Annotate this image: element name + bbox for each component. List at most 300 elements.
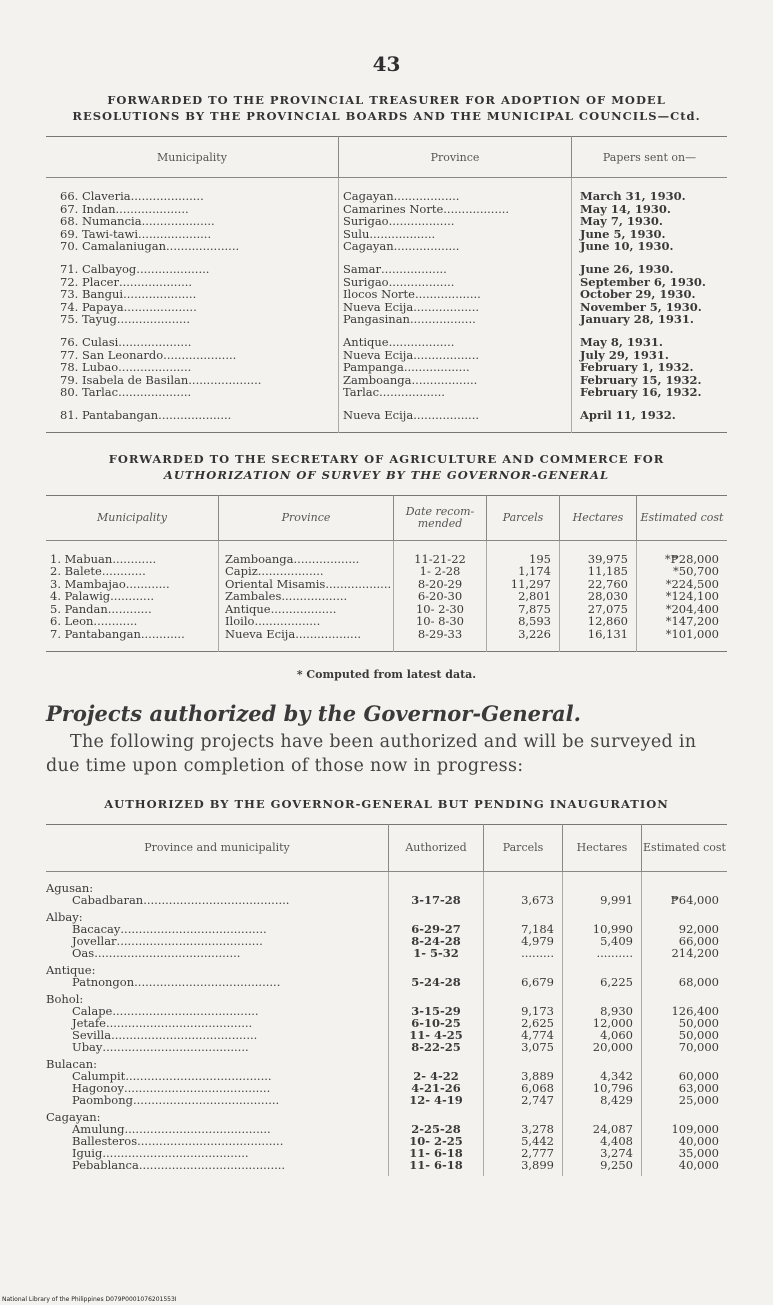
date-cell: 10- 2-30: [394, 603, 487, 616]
empty-cell: [642, 993, 728, 1005]
table-row: [46, 1123, 727, 1135]
dot-leader: ....................: [158, 407, 232, 422]
empty-cell: [563, 1058, 642, 1070]
authorized-cell: 3-15-29: [389, 1005, 484, 1017]
empty-cell: [389, 882, 484, 894]
province-name: Sulu: [343, 226, 370, 241]
municipality-cell: [46, 1159, 389, 1171]
dot-leader: ..................: [413, 299, 480, 314]
table-row: [46, 565, 727, 578]
table-row: [46, 215, 727, 228]
spacer-row: [46, 540, 727, 553]
dot-leader: ..................: [393, 189, 460, 203]
row-number: 6.: [50, 614, 61, 629]
dot-leader: ........................................: [116, 933, 263, 948]
municipality-name: Camalaniugan: [81, 239, 167, 254]
cost-cell: *124,100: [665, 589, 719, 604]
province-cell: [339, 313, 572, 326]
table-row: [46, 240, 727, 253]
cost-cell: *204,400: [665, 601, 719, 616]
parcels-cell: 7,184: [484, 923, 563, 935]
province-name: Antique: [343, 334, 389, 349]
cost-cell: *224,500: [665, 576, 719, 591]
row-number: 74.: [60, 299, 79, 314]
province-row: [46, 1111, 727, 1123]
municipality-name: Iguig: [72, 1145, 103, 1160]
hectares-cell: ..........: [563, 947, 642, 959]
table-row: [46, 935, 727, 947]
date-cell: July 29, 1931.: [580, 347, 669, 362]
parcels-cell: 3,889: [484, 1070, 563, 1082]
province-name: Antique:: [46, 964, 389, 976]
table-row: [46, 1017, 727, 1029]
dot-leader: ............: [101, 564, 146, 579]
cost-cell: *147,200: [665, 614, 719, 629]
dot-leader: ........................................: [102, 1039, 249, 1054]
cost-cell: 40,000: [678, 1157, 719, 1172]
dot-leader: ..................: [325, 576, 392, 591]
date-cell: February 15, 1932.: [580, 372, 702, 387]
row-number: 4.: [50, 589, 61, 604]
hectares-cell: 8,429: [563, 1094, 642, 1106]
municipality-name: Bacacay: [72, 921, 121, 936]
province-name: Nueva Ecija: [343, 299, 414, 314]
row-number: 78.: [60, 360, 79, 375]
province-name: Surigao: [343, 274, 389, 289]
table1: [46, 136, 727, 433]
province-row: [46, 882, 727, 894]
col-municipality: Municipality: [46, 495, 219, 540]
dot-leader: ........................................: [105, 1015, 253, 1030]
dot-leader: ....................: [118, 274, 193, 289]
dot-leader: ........................................: [138, 1157, 286, 1172]
province-name: Antique: [225, 601, 271, 616]
parcels-cell: 6,068: [484, 1082, 563, 1094]
municipality-name: Mambajao: [64, 576, 126, 591]
province-name: Nueva Ecija: [343, 347, 414, 362]
empty-cell: [563, 911, 642, 923]
authorized-cell: 5-24-28: [389, 976, 484, 988]
hectares-cell: 20,000: [563, 1041, 642, 1053]
dot-leader: ..................: [388, 274, 455, 289]
municipality-cell: [46, 313, 339, 326]
table-row: [46, 894, 727, 906]
cost-cell: 63,000: [678, 1080, 719, 1095]
parcels-cell: 2,625: [484, 1017, 563, 1029]
municipality-name: Isabela de Basilan: [81, 372, 189, 387]
municipality-name: Patnongon: [72, 974, 135, 989]
date-cell: May 14, 1930.: [580, 201, 671, 216]
parcels-cell: 1,174: [487, 565, 560, 578]
municipality-name: Palawig: [64, 589, 111, 604]
date-cell: February 16, 1932.: [580, 385, 702, 400]
municipality-name: Lubao: [81, 360, 119, 375]
parcels-cell: 7,875: [487, 603, 560, 616]
dot-leader: ........................................: [134, 974, 281, 989]
hectares-cell: 10,990: [563, 923, 642, 935]
municipality-cell: [46, 240, 339, 253]
cost-cell: 25,000: [678, 1092, 719, 1107]
municipality-name: Ubay: [72, 1039, 103, 1054]
date-cell: May 7, 1930.: [580, 214, 663, 229]
empty-cell: [389, 911, 484, 923]
hectares-cell: 9,250: [563, 1159, 642, 1171]
dot-leader: ..................: [411, 372, 478, 387]
authorized-cell: 3-17-28: [389, 894, 484, 906]
hectares-cell: 4,342: [563, 1070, 642, 1082]
municipality-name: Calbayog: [81, 261, 137, 276]
dot-leader: ........................................: [102, 1145, 249, 1160]
table3-body: [46, 871, 727, 1176]
row-number: 67.: [60, 201, 79, 216]
row-number: 77.: [60, 347, 79, 362]
dot-leader: ..................: [270, 601, 337, 616]
hectares-cell: 8,930: [563, 1005, 642, 1017]
province-name: Nueva Ecija: [343, 407, 414, 422]
col-estimated-cost: Estimated cost: [642, 824, 728, 871]
table-row: [46, 1094, 727, 1106]
empty-cell: [642, 1111, 728, 1123]
empty-cell: [484, 1111, 563, 1123]
province-name: Capiz: [225, 564, 258, 579]
municipality-name: Bangui: [81, 287, 124, 302]
hectares-cell: 22,760: [560, 578, 637, 591]
table1-body: [46, 178, 727, 433]
municipality-name: Cabadbaran: [72, 892, 144, 907]
date-cell: 8-29-33: [394, 628, 487, 641]
municipality-name: Balete: [64, 564, 102, 579]
date-cell: June 5, 1930.: [580, 226, 666, 241]
municipality-cell: [46, 894, 389, 906]
table1-heading: [46, 92, 727, 124]
cost-cell: ₱64,000: [670, 892, 719, 907]
municipality-name: Pandan: [64, 601, 108, 616]
province-name: Bohol:: [46, 993, 389, 1005]
municipality-cell: [46, 386, 339, 399]
municipality-name: Placer: [81, 274, 119, 289]
province-cell: [219, 628, 394, 641]
hectares-cell: 5,409: [563, 935, 642, 947]
municipality-name: Leon: [64, 614, 94, 629]
municipality-name: Sevilla: [72, 1027, 112, 1042]
cost-cell: 126,400: [671, 1003, 719, 1018]
dot-leader: ..................: [393, 239, 460, 254]
table3: [46, 824, 727, 1176]
municipality-name: San Leonardo: [81, 347, 164, 362]
table1-heading-line1: FORWARDED TO THE PROVINCIAL TREASURER FOR ADOPTION OF MODEL: [107, 93, 666, 107]
spacer-row: [46, 641, 727, 652]
cost-cell: 66,000: [678, 933, 719, 948]
cost-cell: 68,000: [678, 974, 719, 989]
date-cell: September 6, 1930.: [580, 274, 706, 289]
empty-cell: [484, 964, 563, 976]
dot-leader: ........................................: [112, 1003, 259, 1018]
municipality-name: Hagonoy: [72, 1080, 124, 1095]
authorized-cell: 8-24-28: [389, 935, 484, 947]
parcels-cell: 2,777: [484, 1147, 563, 1159]
table2-heading-line2: AUTHORIZATION OF SURVEY BY THE GOVERNOR-GENERAL: [163, 467, 610, 482]
province-name: Nueva Ecija: [225, 627, 296, 642]
col-papers-sent: Papers sent on—: [572, 137, 728, 178]
table-row: [46, 1147, 727, 1159]
row-number: 3.: [50, 576, 61, 591]
authorized-cell: 2- 4-22: [389, 1070, 484, 1082]
cost-cell: 50,000: [678, 1027, 719, 1042]
table-row: [46, 947, 727, 959]
dot-leader: ........................................: [125, 1068, 272, 1083]
dot-leader: ..................: [409, 312, 476, 327]
empty-cell: [484, 1058, 563, 1070]
col-province: Province: [339, 137, 572, 178]
row-number: 81.: [60, 407, 79, 422]
dot-leader: ....................: [136, 261, 210, 276]
municipality-cell: [46, 628, 219, 641]
table3-heading: AUTHORIZED BY THE GOVERNOR-GENERAL BUT PENDING INAUGURATION: [104, 796, 669, 811]
empty-cell: [642, 1058, 728, 1070]
hectares-cell: 9,991: [563, 894, 642, 906]
parcels-cell: 11,297: [487, 578, 560, 591]
province-name: Pampanga: [343, 360, 404, 375]
province-name: Iloilo: [225, 614, 255, 629]
province-name: Oriental Misamis: [225, 576, 326, 591]
parcels-cell: 3,899: [484, 1159, 563, 1171]
dot-leader: ............: [125, 576, 170, 591]
dot-leader: ..................: [369, 226, 436, 241]
col-province-municipality: Province and municipality: [46, 824, 389, 871]
col-estimated-cost: Estimated cost: [637, 495, 728, 540]
authorized-cell: 8-22-25: [389, 1041, 484, 1053]
municipality-name: Ballesteros: [72, 1133, 138, 1148]
row-number: 80.: [60, 385, 79, 400]
hectares-cell: 16,131: [560, 628, 637, 641]
cost-cell: 92,000: [678, 921, 719, 936]
empty-cell: [642, 882, 728, 894]
province-cell: [339, 215, 572, 228]
row-number: 66.: [60, 189, 79, 203]
row-number: 70.: [60, 239, 79, 254]
date-cell: November 5, 1930.: [580, 299, 702, 314]
table-row: [46, 1135, 727, 1147]
municipality-name: Pebablanca: [72, 1157, 139, 1172]
col-authorized: Authorized: [389, 824, 484, 871]
date-cell: 1- 2-28: [394, 565, 487, 578]
dot-leader: ..................: [254, 614, 321, 629]
parcels-cell: 4,774: [484, 1029, 563, 1041]
row-number: 73.: [60, 287, 79, 302]
hectares-cell: 11,185: [560, 565, 637, 578]
municipality-name: Jovellar: [72, 933, 117, 948]
dot-leader: ....................: [118, 385, 192, 400]
row-number: 7.: [50, 627, 61, 642]
cost-cell: *50,700: [673, 564, 719, 579]
authorized-cell: 11- 6-18: [389, 1159, 484, 1171]
cost-cell: 50,000: [678, 1015, 719, 1030]
hectares-cell: 27,075: [560, 603, 637, 616]
authorized-cell: 11- 6-18: [389, 1147, 484, 1159]
col-hectares: Hectares: [563, 824, 642, 871]
cost-cell: 109,000: [671, 1121, 719, 1136]
empty-cell: [389, 964, 484, 976]
table-row: [46, 1082, 727, 1094]
dot-leader: ..................: [381, 261, 447, 276]
municipality-cell: [46, 1094, 389, 1106]
empty-cell: [642, 964, 728, 976]
row-number: 68.: [60, 214, 79, 229]
empty-cell: [389, 993, 484, 1005]
table-row: [46, 1041, 727, 1053]
dot-leader: ............: [112, 551, 157, 566]
dot-leader: ........................................: [94, 945, 241, 960]
section-title: Projects authorized by the Governor-General.: [46, 700, 581, 726]
dot-leader: ..................: [295, 627, 362, 642]
hectares-cell: 12,000: [563, 1017, 642, 1029]
table-row: [46, 976, 727, 988]
library-stamp: National Library of the Philippines D079P0001076201553I: [2, 1296, 177, 1303]
table2-heading: [46, 451, 727, 483]
province-name: Agusan:: [46, 882, 389, 894]
row-number: 79.: [60, 372, 79, 387]
province-name: Zamboanga: [225, 551, 294, 566]
row-number: 5.: [50, 601, 61, 616]
municipality-name: Tarlac: [81, 385, 119, 400]
date-cell: February 1, 1932.: [580, 360, 694, 375]
footnote: * Computed from latest data.: [296, 667, 477, 681]
dot-leader: ....................: [123, 287, 197, 302]
hectares-cell: 12,860: [560, 615, 637, 628]
province-name: Cagayan: [343, 239, 394, 254]
authorized-cell: 11- 4-25: [389, 1029, 484, 1041]
row-number: 72.: [60, 274, 79, 289]
dot-leader: ..................: [293, 551, 360, 566]
authorized-cell: 12- 4-19: [389, 1094, 484, 1106]
province-name: Tarlac: [343, 385, 380, 400]
date-cell: 10- 8-30: [394, 615, 487, 628]
table-row: [46, 590, 727, 603]
municipality-name: Pantabangan: [81, 407, 159, 422]
province-cell: [339, 409, 572, 422]
dot-leader: ....................: [118, 334, 192, 349]
municipality-name: Numancia: [81, 214, 142, 229]
empty-cell: [563, 1111, 642, 1123]
col-parcels: Parcels: [484, 824, 563, 871]
table2-heading-line1: FORWARDED TO THE SECRETARY OF AGRICULTURE AND COMMERCE FOR: [108, 451, 665, 466]
table-row: [46, 1070, 727, 1082]
hectares-cell: 4,060: [563, 1029, 642, 1041]
empty-cell: [642, 911, 728, 923]
dot-leader: ........................................: [120, 921, 267, 936]
dot-leader: ....................: [130, 189, 204, 203]
date-cell: June 10, 1930.: [580, 239, 674, 254]
province-row: [46, 993, 727, 1005]
municipality-name: Mabuan: [64, 551, 113, 566]
table2: [46, 495, 727, 652]
dot-leader: ....................: [141, 214, 215, 229]
date-cell: October 29, 1930.: [580, 287, 696, 302]
page-number: 43: [372, 52, 401, 76]
province-name: Zamboanga: [343, 372, 412, 387]
dot-leader: ............: [140, 627, 185, 642]
row-number: 76.: [60, 334, 79, 349]
dot-leader: ....................: [116, 312, 190, 327]
municipality-name: Calape: [72, 1003, 113, 1018]
province-row: [46, 911, 727, 923]
municipality-name: Paombong: [72, 1092, 133, 1107]
hectares-cell: 3,274: [563, 1147, 642, 1159]
province-row: [46, 964, 727, 976]
dot-leader: ....................: [115, 201, 189, 216]
cost-cell: *101,000: [665, 627, 719, 642]
table-row: [46, 313, 727, 326]
parcels-cell: 3,075: [484, 1041, 563, 1053]
date-cell: April 11, 1932.: [580, 407, 676, 422]
date-cell: March 31, 1930.: [580, 189, 686, 203]
table-row: [46, 1029, 727, 1041]
hectares-cell: 39,975: [560, 553, 637, 566]
dot-leader: ..................: [403, 360, 470, 375]
municipality-name: Papaya: [81, 299, 124, 314]
hectares-cell: 10,796: [563, 1082, 642, 1094]
table-row: [46, 628, 727, 641]
cost-cell: 60,000: [678, 1068, 719, 1083]
date-cell: January 28, 1931.: [580, 312, 694, 327]
municipality-name: Indan: [81, 201, 116, 216]
authorized-cell: 1- 5-32: [389, 947, 484, 959]
dot-leader: ........................................: [111, 1027, 258, 1042]
row-number: 69.: [60, 226, 79, 241]
dot-leader: ........................................: [124, 1080, 271, 1095]
authorized-cell: 4-21-26: [389, 1082, 484, 1094]
date-cell: May 8, 1931.: [580, 334, 663, 349]
parcels-cell: .........: [484, 947, 563, 959]
authorized-cell: 2-25-28: [389, 1123, 484, 1135]
col-hectares: Hectares: [560, 495, 637, 540]
municipality-cell: [46, 947, 389, 959]
cost-cell: 70,000: [678, 1039, 719, 1054]
province-name: Surigao: [343, 214, 389, 229]
authorized-cell: 6-10-25: [389, 1017, 484, 1029]
table-row: [46, 1159, 727, 1171]
dot-leader: ........................................: [143, 892, 290, 907]
empty-cell: [484, 882, 563, 894]
parcels-cell: 195: [487, 553, 560, 566]
municipality-name: Calumpit: [72, 1068, 126, 1083]
dot-leader: ..................: [257, 564, 324, 579]
table1-heading-line2: RESOLUTIONS BY THE PROVINCIAL BOARDS AND THE MUNICIPAL COUNCILS—Ctd.: [72, 109, 701, 123]
parcels-cell: 5,442: [484, 1135, 563, 1147]
province-cell: [339, 386, 572, 399]
row-number: 1.: [50, 551, 61, 566]
dot-leader: ....................: [163, 347, 237, 362]
dot-leader: ....................: [123, 299, 197, 314]
municipality-name: Jetafe: [72, 1015, 106, 1030]
cost-cell: 40,000: [678, 1133, 719, 1148]
row-number: 75.: [60, 312, 79, 327]
date-cell: June 26, 1930.: [580, 261, 674, 276]
dot-leader: ....................: [118, 360, 192, 375]
col-parcels: Parcels: [487, 495, 560, 540]
municipality-cell: [46, 935, 389, 947]
cost-cell: 214,200: [671, 945, 719, 960]
dot-leader: ........................................: [132, 1092, 280, 1107]
empty-cell: [563, 993, 642, 1005]
cost-cell: 35,000: [678, 1145, 719, 1160]
province-name: Albay:: [46, 911, 389, 923]
parcels-cell: 4,979: [484, 935, 563, 947]
dot-leader: ..................: [413, 407, 480, 422]
province-row: [46, 1058, 727, 1070]
dot-leader: ............: [93, 614, 138, 629]
table-row: [46, 409, 727, 422]
